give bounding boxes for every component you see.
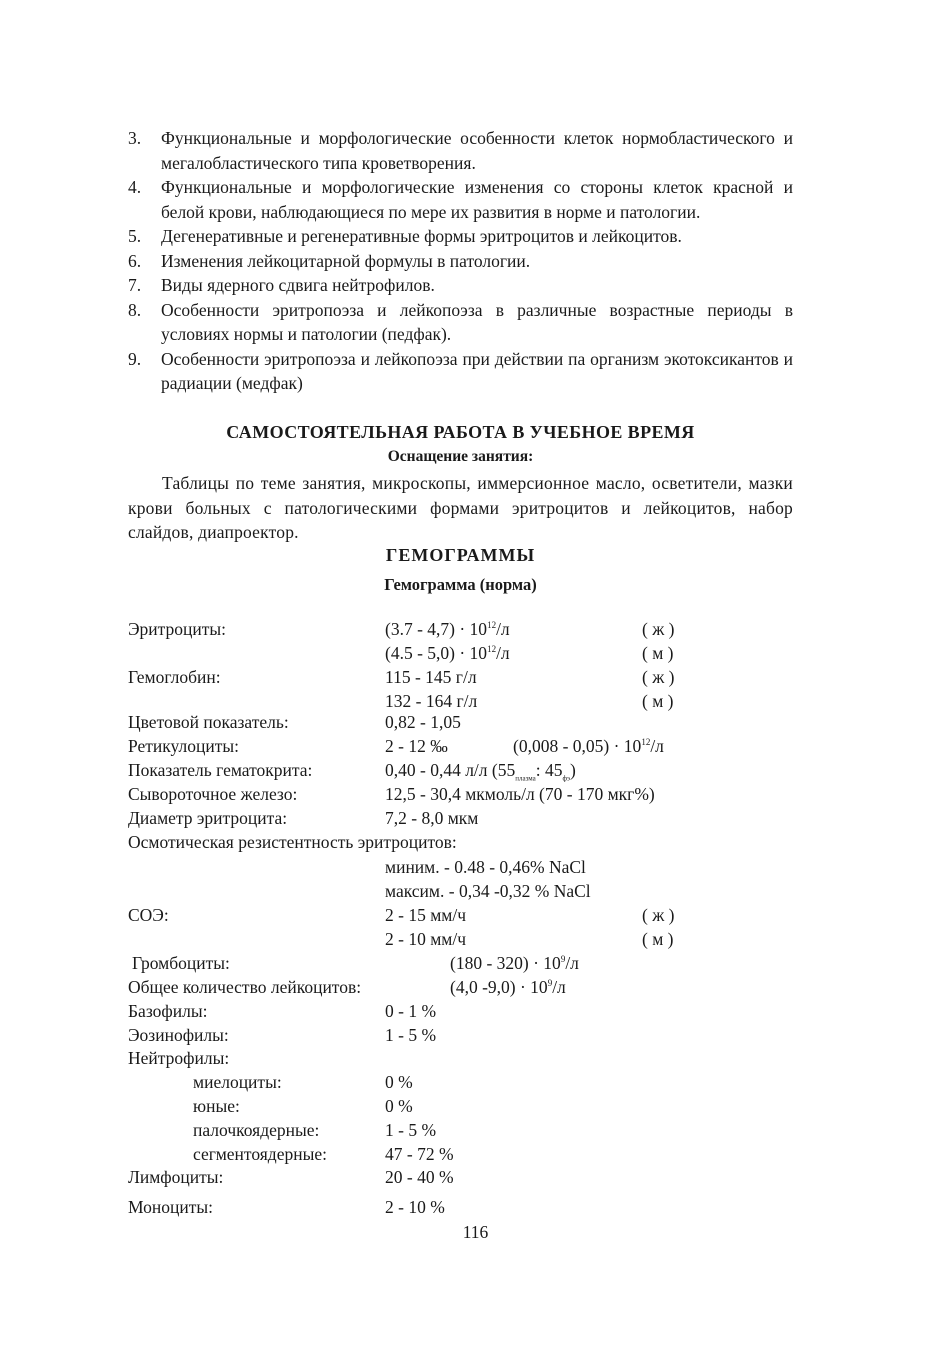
row-value: 1 - 5 %	[385, 1025, 437, 1045]
hemograms-heading: ГЕМОГРАММЫ	[385, 545, 536, 565]
list-text: Виды ядерного сдвига нейтрофилов.	[161, 275, 435, 295]
row-label: Диаметр эритроцита:	[128, 808, 288, 828]
list-text: Дегенеративные и регенеративные формы эритроцитов и лейкоцитов.	[161, 226, 682, 246]
row-value: 2 - 10 %	[385, 1197, 445, 1217]
list-item	[128, 224, 793, 249]
list-number: 3.	[128, 128, 142, 148]
list-item	[128, 249, 793, 274]
row-value: 0 - 1 %	[385, 1001, 437, 1021]
row-value: 7,2 - 8,0 мкм	[385, 808, 479, 828]
row-value: (4,0 $-9,0) \cdot 10^9/л$	[450, 977, 566, 997]
row-label: сегментоядерные:	[193, 1144, 327, 1164]
row-value: 2 - 12 ‰	[385, 736, 448, 756]
question-list	[128, 126, 793, 396]
row-value: 115 - 145 г/л	[385, 667, 477, 687]
sex-marker: ( ж )	[642, 619, 675, 639]
row-label: Осмотическая резистентность эритроцитов:	[128, 832, 457, 852]
row-label: Ретикулоциты:	[128, 736, 239, 756]
list-text: Функциональные и морфологические особенности клеток нормобластического и мегалобластического типа кроветворения.	[161, 128, 793, 173]
row-value: 2 - 10 мм/ч	[385, 929, 467, 949]
row-value: 47 - 72 %	[385, 1144, 454, 1164]
row-label: Моноциты:	[128, 1197, 213, 1217]
list-number: 6.	[128, 250, 142, 271]
list-item	[128, 298, 793, 347]
row-value: $(3.7 - 4,7) \cdot 10^{12}/л$	[385, 619, 510, 639]
list-item	[128, 175, 793, 224]
row-label: юные:	[193, 1096, 240, 1116]
row-value: 20 - 40 %	[385, 1167, 454, 1187]
row-value-abs: $(0,008 - 0,05) \cdot 10^{12}/л$	[513, 736, 664, 756]
row-value: $(180 - 320) \cdot 10^9/л$	[450, 953, 579, 973]
row-value: $(4.5 - 5,0) \cdot 10^{12}/л$	[385, 643, 510, 663]
list-text: Функциональные и морфологические изменения со стороны клеток красной и белой крови, наблюдающиеся по мере их развития в норме и патологии.	[161, 177, 793, 222]
list-text: Особенности эритропоэза и лейкопоэза в различные возрастные периоды в условиях нормы и патологии (педфак).	[161, 299, 793, 344]
row-label: Общее количество лейкоцитов:	[128, 977, 362, 997]
row-label: Громбоциты:	[132, 953, 230, 973]
row-value: 0 %	[385, 1096, 413, 1116]
sex-marker: ( м )	[642, 643, 674, 663]
row-value: 1 - 5 %	[385, 1120, 437, 1140]
row-label: Гемоглобин:	[128, 667, 221, 687]
row-label: Показатель гематокрита:	[128, 760, 313, 780]
row-label: Цветовой показатель:	[128, 712, 289, 732]
equipment-heading: Оснащение занятия:	[387, 448, 534, 465]
hemogram-norm-heading: Гемограмма (норма)	[384, 575, 537, 594]
page-number: 116	[462, 1222, 489, 1242]
row-value: 132 - 164 г/л	[385, 691, 478, 711]
row-label: Лимфоциты:	[128, 1167, 224, 1187]
row-label: Базофилы:	[128, 1001, 208, 1021]
sex-marker: ( ж )	[642, 667, 675, 687]
row-value: максим. - 0,34 -0,32 % NaCl	[385, 881, 591, 901]
list-text: Особенности эритропоэза и лейкопоэза при действии па организм экотоксикантов и радиации (медфак)	[161, 348, 793, 393]
row-label: палочкоядерные:	[193, 1120, 320, 1140]
row-value: 2 - 15 мм/ч	[385, 905, 467, 925]
section-heading: САМОСТОЯТЕЛЬНАЯ РАБОТА В УЧЕБНОЕ ВРЕМЯ	[226, 422, 695, 442]
row-value: 0 %	[385, 1072, 413, 1092]
list-item	[128, 273, 793, 298]
row-value: миним. - 0.48 - 0,46% NaCl	[385, 857, 586, 877]
row-label: миелоциты:	[193, 1072, 282, 1092]
row-label: Нейтрофилы:	[128, 1048, 230, 1068]
list-number: 5.	[128, 226, 142, 246]
list-item	[128, 126, 793, 175]
list-number: 7.	[128, 275, 142, 295]
list-number: 9.	[128, 348, 142, 369]
row-label: Сывороточное железо:	[128, 784, 298, 804]
list-item	[128, 347, 793, 396]
list-number: 8.	[128, 299, 142, 320]
equipment-paragraph: Таблицы по теме занятия, микроскопы, иммерсионное масло, осветители, мазки крови больных с патологическими формами эритроцитов и лейкоцитов, набор слайдов, диапроектор.	[128, 473, 793, 542]
sex-marker: ( м )	[642, 691, 674, 711]
row-value: 0,82 - 1,05	[385, 712, 461, 732]
list-number: 4.	[128, 177, 142, 197]
row-value: 0,40 - 0,44 л/л ($55_{плазма}$: $45_{фэ}$)	[385, 760, 576, 783]
row-label: СОЭ:	[128, 905, 169, 925]
row-label: Эозинофилы:	[128, 1025, 229, 1045]
row-value: 12,5 - 30,4 мкмоль/л (70 - 170 мкг%)	[385, 784, 655, 804]
sex-marker: ( ж )	[642, 905, 675, 925]
list-text: Изменения лейкоцитарной формулы в патологии.	[161, 250, 531, 271]
row-label: Эритроциты:	[128, 619, 227, 639]
sex-marker: ( м )	[642, 929, 674, 949]
